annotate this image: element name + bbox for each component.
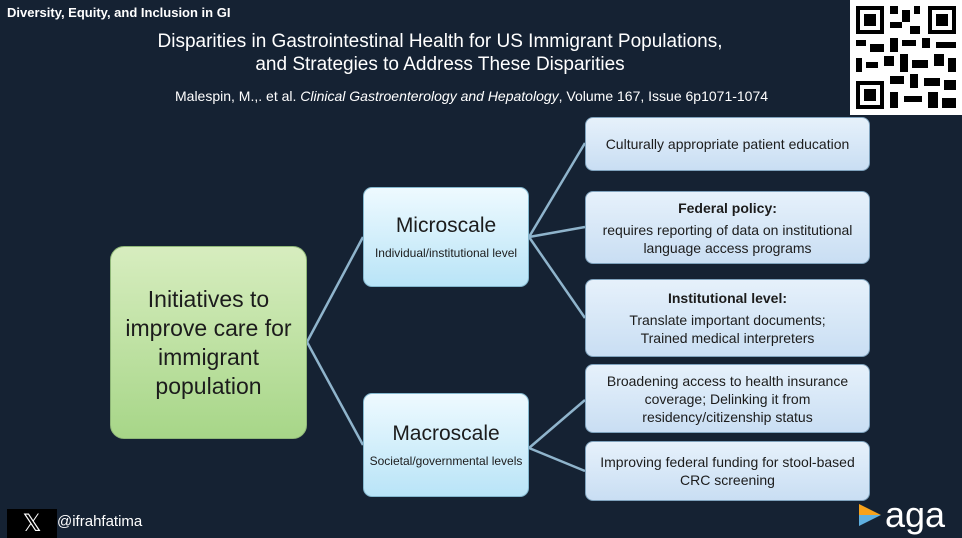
leaf-patient-education-text: Culturally appropriate patient education bbox=[605, 136, 850, 152]
connector-macro-insurance bbox=[529, 400, 585, 448]
leaf-institutional-title: Institutional level: bbox=[667, 290, 787, 306]
aga-logo-icon bbox=[857, 502, 883, 528]
connector-micro-education bbox=[529, 143, 585, 237]
leaf-federal-policy-text: requires reporting of data on institutional language access programs bbox=[602, 221, 853, 256]
leaf-federal-policy bbox=[585, 191, 870, 264]
leaf-federal-policy-title: Federal policy: bbox=[678, 199, 777, 216]
x-logo-icon: 𝕏 bbox=[7, 509, 57, 538]
leaf-patient-education bbox=[585, 117, 870, 171]
leaf-health-insurance bbox=[585, 364, 870, 433]
microscale-heading: Microscale bbox=[395, 214, 497, 237]
leaf-institutional-level bbox=[585, 279, 870, 357]
connector-micro-institutional bbox=[529, 237, 585, 318]
citation-authors: Malespin, M.,. et al. bbox=[175, 88, 301, 104]
root-label: Initiatives to improve care for immigrant population bbox=[125, 285, 292, 399]
macroscale-node bbox=[363, 393, 529, 497]
citation-journal: Clinical Gastroenterology and Hepatology bbox=[300, 88, 559, 104]
connector-macro-funding bbox=[529, 448, 585, 471]
connector-root-micro bbox=[307, 237, 363, 342]
macroscale-heading: Macroscale bbox=[392, 422, 500, 445]
microscale-subtitle: Individual/institutional level bbox=[374, 246, 518, 260]
connector-micro-federal bbox=[529, 227, 585, 237]
title-line-2: and Strategies to Address These Disparities bbox=[255, 54, 625, 75]
leaf-institutional-text-2: Trained medical interpreters bbox=[640, 330, 815, 346]
leaf-federal-funding bbox=[585, 441, 870, 501]
title-line-1: Disparities in Gastrointestinal Health for US Immigrant Populations, bbox=[157, 31, 723, 52]
leaf-health-insurance-text: Broadening access to health insurance coverage; Delinking it from residency/citizenship status bbox=[606, 372, 849, 425]
macroscale-subtitle: Societal/governmental levels bbox=[369, 454, 523, 468]
leaf-federal-funding-text: Improving federal funding for stool-based CRC screening bbox=[600, 454, 855, 488]
root-node bbox=[110, 246, 307, 439]
microscale-node bbox=[363, 187, 529, 287]
social-handle[interactable]: @ifrahfatima bbox=[57, 513, 143, 530]
leaf-institutional-text-1: Translate important documents; bbox=[629, 312, 826, 328]
aga-logo-text: aga bbox=[885, 494, 946, 535]
series-label: Diversity, Equity, and Inclusion in GI bbox=[7, 5, 231, 20]
citation-details: , Volume 167, Issue 6p1071-1074 bbox=[558, 88, 769, 104]
connector-root-macro bbox=[307, 342, 363, 445]
